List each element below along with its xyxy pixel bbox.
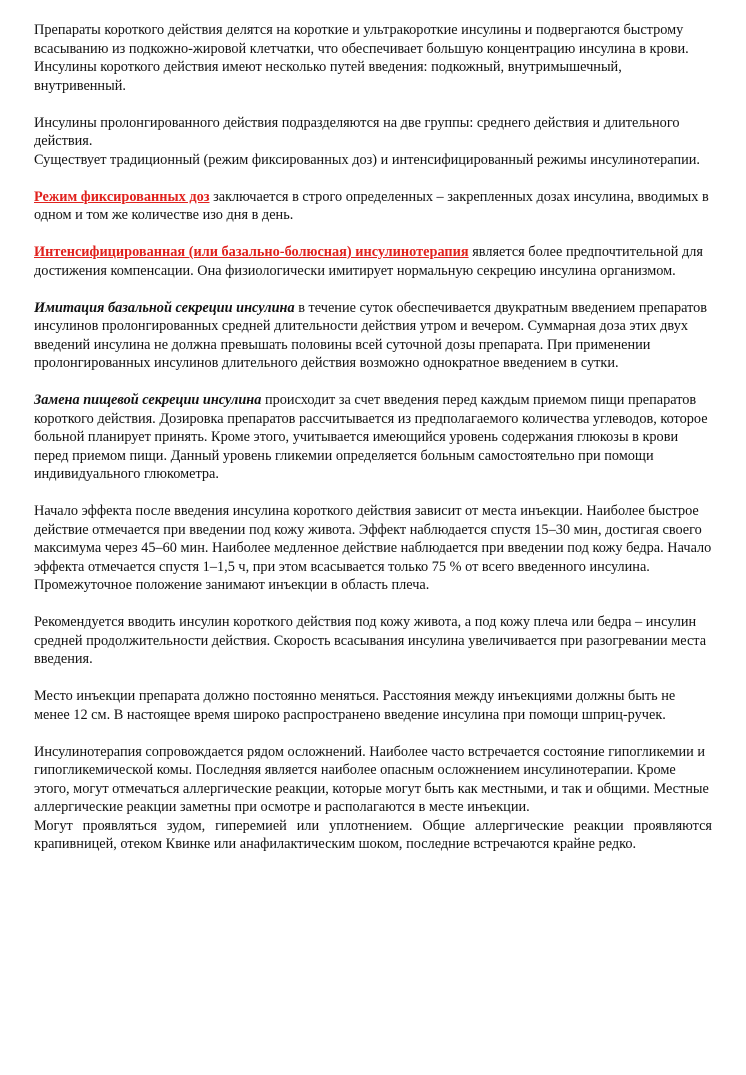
paragraph-regimens: Существует традиционный (режим фиксированных доз) и интенсифицированный режимы инсулинотерапии. (34, 151, 700, 168)
paragraph-short-acting: Препараты короткого действия делятся на короткие и ультракороткие инсулины и подвергаются быстрому всасыванию из подкожно-жировой клетчатки, что обеспечивает большую концентрацию инсулина в крови. Инсулины короткого действия имеют несколько путей введения: подкожный, внутримышечный, внутривенный. (34, 22, 689, 94)
paragraph-recommendation: Рекомендуется вводить инсулин короткого действия под кожу живота, а под кожу плеча или бедра – инсулин средней продолжительности действия. Скорость всасывания инсулина увеличивается при разогревании места введения. (34, 614, 707, 667)
paragraph-prolonged: Инсулины пролонгированного действия подразделяются на две группы: среднего действия и длительного действия. (34, 114, 680, 149)
paragraph-allergic: Могут проявляться зудом, гиперемией или уплотнением. Общие аллергические реакции проявляются крапивницей, отеком Квинке или анафилактическим шоком, последние встречаются крайне редко. (34, 817, 712, 852)
paragraph-fixed-doses (34, 188, 712, 225)
paragraph-basal (34, 299, 712, 373)
paragraph-fixed-doses-text: заключается в строго определенных – закрепленных дозах инсулина, вводимых в одном и том же количестве изо дня в день. (34, 188, 709, 223)
term-basal: Имитация базальной секреции инсулина (34, 299, 295, 316)
paragraph-basal-text: в течение суток обеспечивается двукратным введением препаратов инсулинов пролонгированных средней длительности действия утром и вечером. Суммарная доза этих двух введений инсулина не должна превышать половины всей суточной дозы препарата. При применении пролонгированных инсулинов длительного действия возможно однократное введением в сутки. (34, 299, 708, 371)
paragraph-complications: Инсулинотерапия сопровождается рядом осложнений. Наиболее часто встречается состояние гипогликемии и гипогликемической комы. Последняя является наиболее опасным осложнением инсулинотерапии. Кроме этого, могут отмечаться аллергические реакции, которые могут быть как местными, и так и общими. Местные аллергические реакции заметны при осмотре и располагаются в месте инъекции. (34, 743, 709, 815)
term-prandial: Замена пищевой секреции инсулина (34, 392, 262, 408)
term-intensified: Интенсифицированная (или базально-болюсная) инсулинотерапия (34, 244, 469, 260)
paragraph-prandial-text: происходит за счет введения перед каждым приемом пищи препаратов короткого действия. Дозировка препаратов рассчитывается из предполагаемого количества углеводов, которое больной планирует принять. Кроме этого, учитывается имеющийся уровень содержания глюкозы в крови перед приемом пищи. Данный уровень гликемии определяется больным самостоятельно при помощи индивидуального глюкометра. (34, 392, 708, 482)
paragraph-prandial (34, 391, 712, 484)
paragraph-intensified-text: является более предпочтительной для достижения компенсации. Она физиологически имитирует нормальную секрецию инсулина организмом. (34, 244, 703, 279)
term-fixed-doses: Режим фиксированных доз (34, 188, 210, 205)
paragraph-injection-site: Место инъекции препарата должно постоянно меняться. Расстояния между инъекциями должны быть не менее 12 см. В настоящее время широко распространено введение инсулина при помощи шприц-ручек. (34, 688, 676, 723)
paragraph-intensified (34, 243, 712, 280)
paragraph-onset: Начало эффекта после введения инсулина короткого действия зависит от места инъекции. Наиболее быстрое действие отмечается при введении под кожу живота. Эффект наблюдается спустя 15–30 мин, достигая своего максимума через 45–60 мин. Наиболее медленное действие наблюдается при введении под кожу бедра. Начало эффекта отмечается спустя 1–1,5 ч, при этом всасывается только 75 % от всего введенного инсулина. Промежуточное положение занимают инъекции в область плеча. (34, 503, 712, 593)
